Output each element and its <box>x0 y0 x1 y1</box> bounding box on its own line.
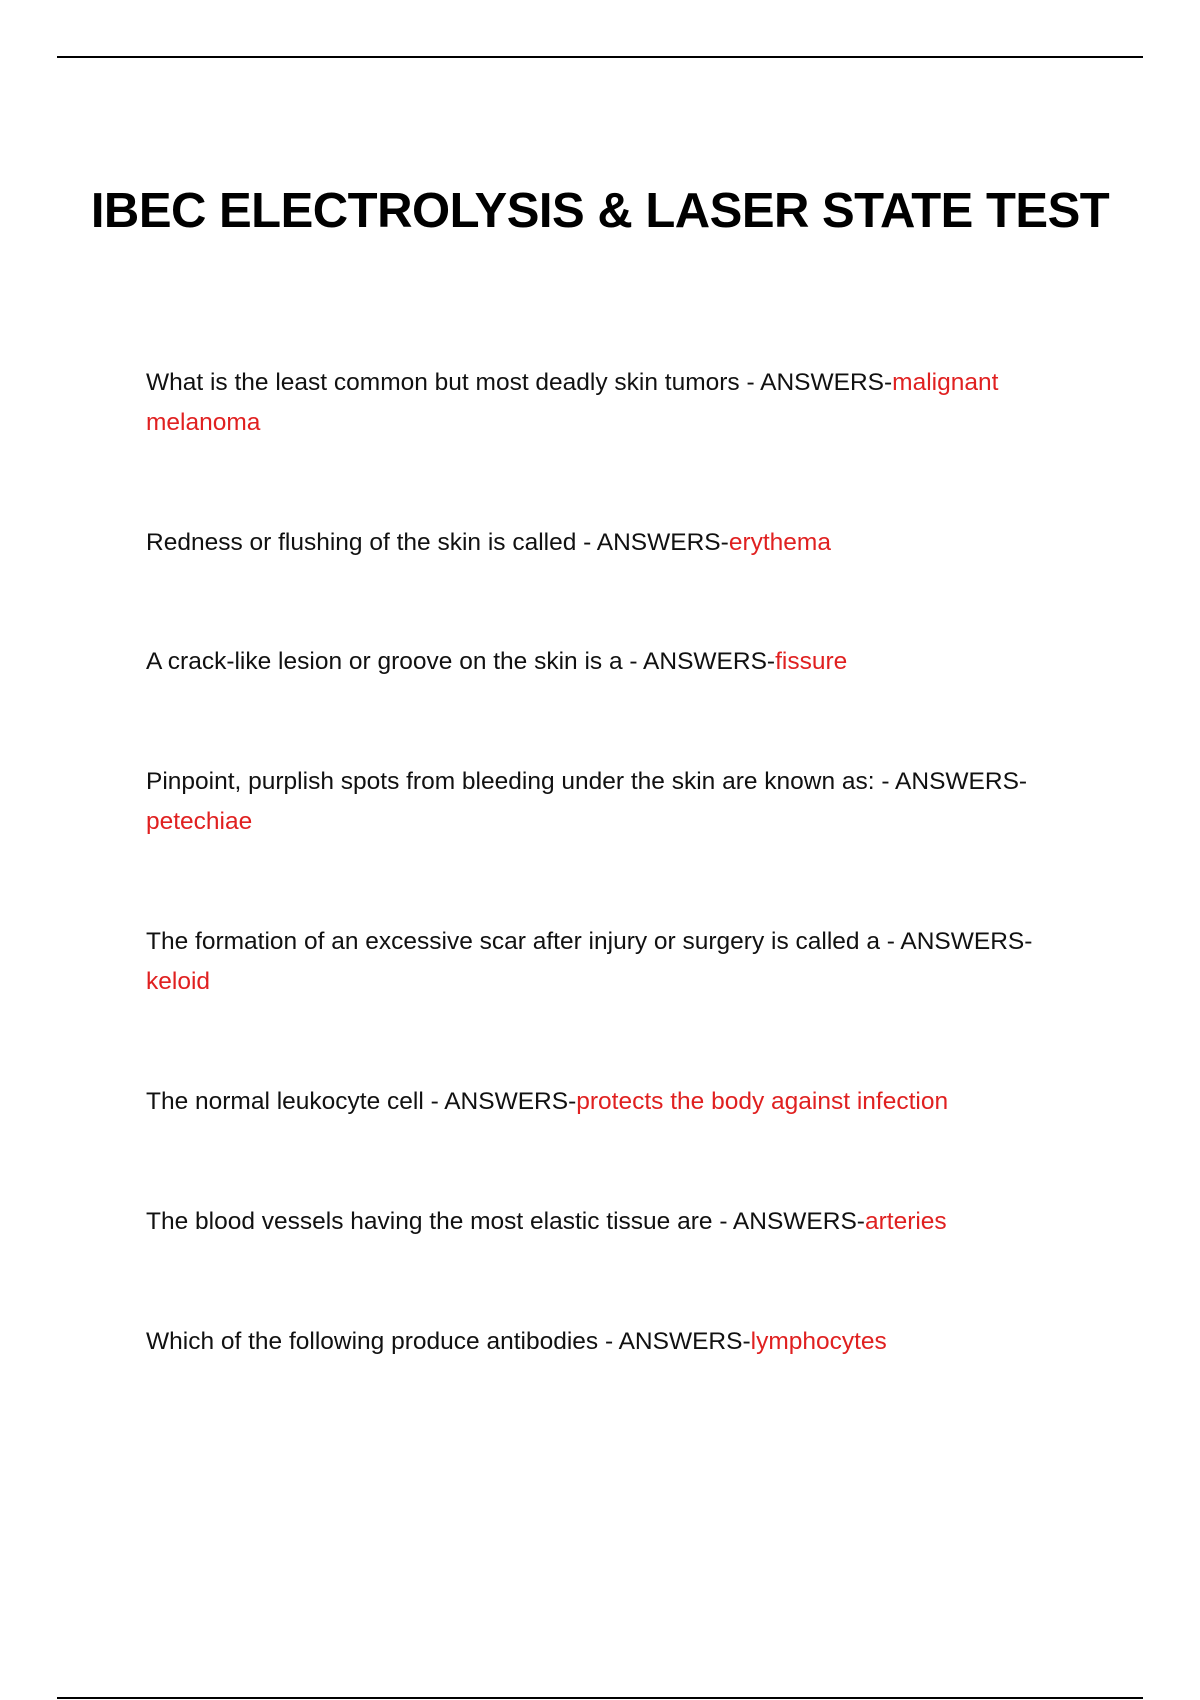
answer-text: arteries <box>864 1208 947 1235</box>
question-text: Redness or flushing of the skin is called <box>146 529 577 556</box>
answers-separator: - ANSWERS- <box>423 1088 577 1115</box>
question-text: The blood vessels having the most elastic tissue are <box>146 1208 713 1235</box>
question-text: What is the least common but most deadly skin tumors <box>146 369 740 396</box>
answers-separator: - ANSWERS- <box>598 1328 751 1355</box>
qa-item <box>146 922 1076 1002</box>
answers-separator: - ANSWERS- <box>576 529 729 556</box>
question-text: Pinpoint, purplish spots from bleeding under the skin are known as: <box>146 768 875 795</box>
question-text: The formation of an excessive scar after injury or surgery is called a <box>146 928 880 955</box>
answer-text: protects the body against infection <box>576 1088 949 1115</box>
answer-text: lymphocytes <box>750 1328 887 1355</box>
top-rule <box>57 56 1143 58</box>
question-text: Which of the following produce antibodies <box>146 1328 599 1355</box>
question-text: A crack-like lesion or groove on the skin is a <box>146 648 623 675</box>
qa-item <box>146 1322 1076 1362</box>
question-text: The normal leukocyte cell <box>146 1088 424 1115</box>
answer-text: malignant melanoma <box>146 369 999 436</box>
answer-text: petechiae <box>146 808 253 835</box>
qa-item <box>146 1202 1076 1242</box>
page-title: IBEC ELECTROLYSIS & LASER STATE TEST <box>90 183 1110 238</box>
qa-item <box>146 762 1076 842</box>
qa-item <box>146 523 1076 563</box>
qa-item <box>146 642 1076 682</box>
qa-item <box>146 1082 1076 1122</box>
answer-text: fissure <box>775 648 848 675</box>
answer-text: keloid <box>146 968 211 995</box>
qa-item <box>146 363 1076 443</box>
answer-text: erythema <box>728 529 831 556</box>
answers-separator: - ANSWERS- <box>879 928 1033 955</box>
answers-separator: - ANSWERS- <box>712 1208 865 1235</box>
bottom-rule <box>57 1697 1143 1699</box>
answers-separator: - ANSWERS- <box>622 648 776 675</box>
answers-separator: - ANSWERS- <box>874 768 1028 795</box>
answers-separator: - ANSWERS- <box>739 369 893 396</box>
